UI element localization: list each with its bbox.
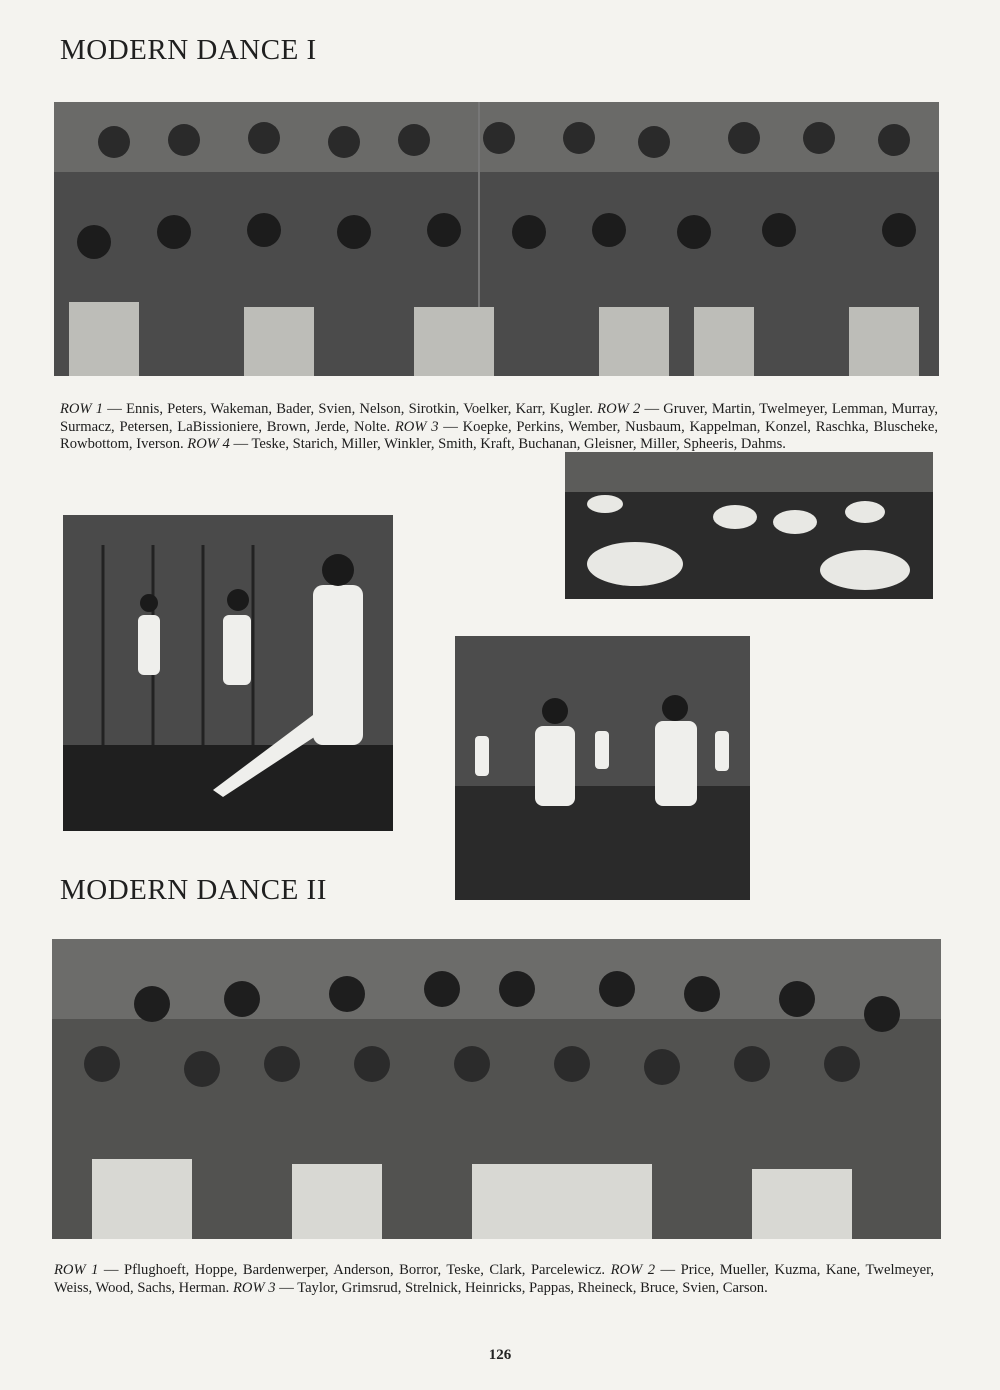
photo-dance-leg-extension [63, 515, 393, 831]
caption-1-row-3-names: Koepke, Perkins, Wember, Nusbaum, Kappelman, Konzel, Raschka, Bluscheke, Rowbottom, Iverson. [60, 418, 938, 453]
caption-modern-dance-2: ROW 1 — Pflughoeft, Hoppe, Bardenwerper, Anderson, Borror, Teske, Clark, Parcelewicz. ROW 2 — Price, Mueller, Kuzma, Kane, Twelmeyer, Weiss, Wood, Sachs, Herman. ROW 3 — Taylor, Grimsrud, Strelnick, Heinricks, Pappas, Rheineck, Bruce, Svien, Carson. [54, 1262, 935, 1296]
group-photo-2-illustration [52, 939, 941, 1239]
section-title-modern-dance-2: MODERN DANCE II [60, 874, 327, 906]
caption-1-row-4-label: ROW 4 [187, 436, 230, 453]
photo-floor-stretches [565, 452, 933, 599]
caption-1-row-2-names: Gruver, Martin, Twelmeyer, Lemman, Murray, Surmacz, Petersen, LaBissioniere, Brown, Jerde, Nolte. [60, 401, 939, 435]
group-photo-modern-dance-2 [52, 939, 941, 1239]
caption-1-row-4-names: Teske, Starich, Miller, Winkler, Smith, Kraft, Buchanan, Gleisner, Miller, Spheeris, Dahms. [251, 436, 786, 453]
caption-2-row-1-label: ROW 1 [54, 1262, 99, 1278]
caption-2-row-3-names: Taylor, Grimsrud, Strelnick, Heinricks, Pappas, Rheineck, Bruce, Svien, Carson. [297, 1279, 768, 1296]
caption-1-row-3-label: ROW 3 [394, 418, 439, 435]
photo-dance-leg-extension-illustration [63, 515, 393, 831]
caption-2-row-2-label: ROW 2 [610, 1262, 656, 1278]
caption-2-row-1-names: Pflughoeft, Hoppe, Bardenwerper, Anderson, Borror, Teske, Clark, Parcelewicz. [124, 1262, 606, 1278]
caption-1-row-1-names: Ennis, Peters, Wakeman, Bader, Svien, Nelson, Sirotkin, Voelker, Karr, Kugler. [126, 401, 593, 417]
caption-1-row-1-label: ROW 1 [60, 401, 104, 417]
group-photo-modern-dance-1 [54, 102, 939, 376]
page-number: 126 [488, 1347, 512, 1363]
section-title-modern-dance-1: MODERN DANCE I [60, 34, 317, 66]
photo-floor-stretches-illustration [565, 452, 933, 599]
group-photo-1-illustration [54, 102, 939, 376]
caption-modern-dance-1: ROW 1 — Ennis, Peters, Wakeman, Bader, Svien, Nelson, Sirotkin, Voelker, Karr, Kugler. ROW 2 — Gruver, Martin, Twelmeyer, Lemman, Murray, Surmacz, Petersen, LaBissioniere, Brown, Jerde, Nolte. ROW 3 — Koepke, Perkins, Wember, Nusbaum, Kappelman, Konzel, Raschka, Bluscheke, Rowbottom, Iverson. ROW 4 — Teske, Starich, Miller, Winkler, Smith, Kraft, Buchanan, Gleisner, Miller, Spheeris, Dahms. [60, 401, 939, 453]
caption-2-row-2-names: Price, Mueller, Kuzma, Kane, Twelmeyer, Weiss, Wood, Sachs, Herman. [54, 1262, 935, 1296]
caption-1-row-2-label: ROW 2 [597, 401, 641, 417]
caption-2-row-3-label: ROW 3 [232, 1279, 276, 1296]
photo-dance-side-bends-illustration [455, 636, 750, 900]
photo-dance-side-bends [455, 636, 750, 900]
